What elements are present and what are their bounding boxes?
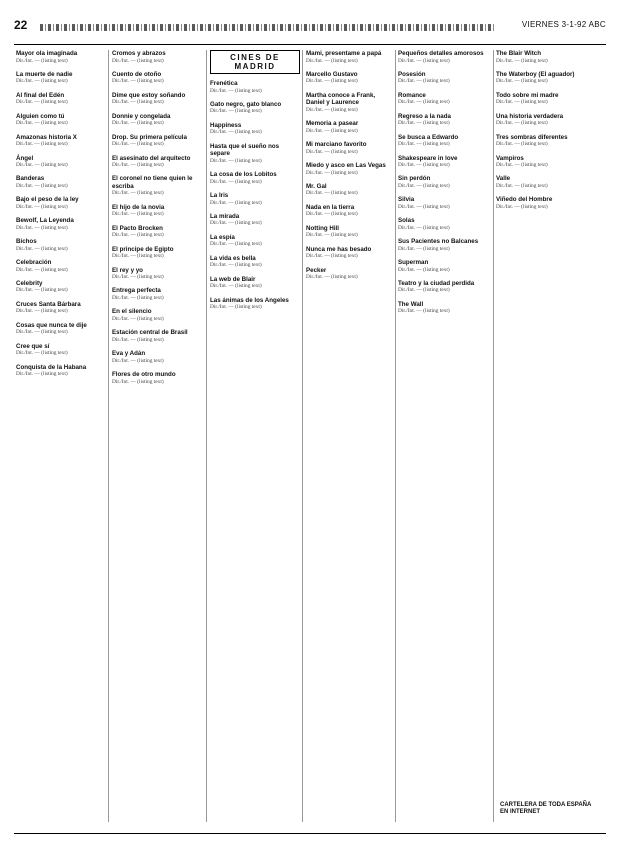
listing-title: The Wall xyxy=(398,300,424,308)
listing-body: Dir./Int. — (listing text) xyxy=(112,120,164,127)
listing-entry xyxy=(210,213,300,227)
listing-body: Dir./Int. — (listing text) xyxy=(112,294,164,301)
listing-entry xyxy=(16,238,106,252)
listing-title: Una historia verdadera xyxy=(496,112,564,120)
listing-entry xyxy=(306,225,392,239)
listing-entry xyxy=(16,343,106,357)
listing-body: Dir./Int. — (listing text) xyxy=(306,211,358,218)
listing-entry xyxy=(16,113,106,127)
listing-title: Superman xyxy=(398,259,429,267)
header-rule xyxy=(14,44,606,45)
listing-entry xyxy=(398,217,490,231)
listing-title: Flores de otro mundo xyxy=(112,371,176,379)
listing-title: Posesión xyxy=(398,70,426,78)
listing-title: Romance xyxy=(398,91,426,99)
listing-body: Dir./Int. — (listing text) xyxy=(306,106,358,113)
listing-body: Dir./Int. — (listing text) xyxy=(210,157,262,164)
listing-title: Mayor ola imaginada xyxy=(16,50,78,57)
listing-title: La vida es bella xyxy=(210,254,256,262)
listing-entry xyxy=(398,175,490,189)
listing-body: Dir./Int. — (listing text) xyxy=(16,245,68,252)
listing-entry xyxy=(398,280,490,294)
listing-title: Las ánimas de los Angeles xyxy=(210,296,289,304)
listing-body: Dir./Int. — (listing text) xyxy=(496,99,548,106)
listing-title: The Blair Witch xyxy=(496,50,541,57)
listing-entry xyxy=(112,175,202,196)
listing-title: Mr. Gal xyxy=(306,182,327,190)
listing-title: Mami, presentame a papá xyxy=(306,50,382,57)
listing-entry xyxy=(398,238,490,252)
listing-body: Dir./Int. — (listing text) xyxy=(112,162,164,169)
listing-entry xyxy=(210,276,300,290)
listing-entry xyxy=(398,134,490,148)
listing-body: Dir./Int. — (listing text) xyxy=(306,169,358,176)
listing-entry xyxy=(496,155,600,169)
listing-body: Dir./Int. — (listing text) xyxy=(210,304,262,311)
listing-body: Dir./Int. — (listing text) xyxy=(210,108,262,115)
listing-title: La muerte de nadie xyxy=(16,70,73,78)
listing-entry xyxy=(496,50,600,64)
listing-body: Dir./Int. — (listing text) xyxy=(16,371,68,378)
listing-body: Dir./Int. — (listing text) xyxy=(398,78,450,85)
listing-body: Dir./Int. — (listing text) xyxy=(496,57,548,64)
listing-entry xyxy=(16,364,106,378)
listing-body: Dir./Int. — (listing text) xyxy=(306,57,358,64)
listing-title: Celebración xyxy=(16,259,52,267)
listing-title: El coronel no tiene quien le escriba xyxy=(112,175,193,190)
listing-entry xyxy=(398,155,490,169)
listing-title: Donnie y congelada xyxy=(112,112,171,120)
listing-title: Drop. Su primera película xyxy=(112,133,187,141)
listing-body: Dir./Int. — (listing text) xyxy=(16,162,68,169)
listing-title: The Waterboy (El aguador) xyxy=(496,70,575,78)
listing-body: Dir./Int. — (listing text) xyxy=(112,99,164,106)
listing-entry xyxy=(210,171,300,185)
listing-entry xyxy=(210,122,300,136)
listing-title: Vampiros xyxy=(496,154,524,162)
listing-title: Shakespeare in love xyxy=(398,154,458,162)
listing-body: Dir./Int. — (listing text) xyxy=(496,162,548,169)
listing-entry xyxy=(112,113,202,127)
listing-entry xyxy=(112,308,202,322)
listing-body: Dir./Int. — (listing text) xyxy=(398,120,450,127)
listing-column xyxy=(112,50,202,822)
listing-title: Cruces Santa Bárbara xyxy=(16,300,81,308)
listing-body: Dir./Int. — (listing text) xyxy=(210,262,262,269)
listing-title: La espía xyxy=(210,233,235,241)
listing-entry xyxy=(306,246,392,260)
page-header xyxy=(14,18,606,44)
listing-entry xyxy=(16,196,106,210)
listing-body: Dir./Int. — (listing text) xyxy=(398,245,450,252)
listing-body: Dir./Int. — (listing text) xyxy=(16,350,68,357)
listing-title: Dime que estoy soñando xyxy=(112,91,186,99)
listing-body: Dir./Int. — (listing text) xyxy=(112,211,164,218)
listing-title: Conquista de la Habana xyxy=(16,363,87,371)
listing-body: Dir./Int. — (listing text) xyxy=(496,203,548,210)
listing-entry xyxy=(16,134,106,148)
listing-body: Dir./Int. — (listing text) xyxy=(112,315,164,322)
listing-title: La Iris xyxy=(210,192,229,200)
listing-title: Frenética xyxy=(210,80,238,87)
listing-entry xyxy=(398,113,490,127)
listing-body: Dir./Int. — (listing text) xyxy=(398,224,450,231)
listing-entry xyxy=(496,71,600,85)
listing-entry xyxy=(306,204,392,218)
listing-entry xyxy=(16,217,106,231)
listing-title: Todo sobre mi madre xyxy=(496,91,559,99)
listing-body: Dir./Int. — (listing text) xyxy=(210,220,262,227)
listing-body: Dir./Int. — (listing text) xyxy=(210,129,262,136)
listing-title: Bewolf, La Leyenda xyxy=(16,217,74,225)
listing-entry xyxy=(16,175,106,189)
listing-body: Dir./Int. — (listing text) xyxy=(112,232,164,239)
listing-entry xyxy=(306,50,392,64)
listing-entry xyxy=(112,267,202,281)
listing-entry xyxy=(398,301,490,315)
listing-body: Dir./Int. — (listing text) xyxy=(306,148,358,155)
listing-title: Marcello Gustavo xyxy=(306,70,358,78)
listing-body: Dir./Int. — (listing text) xyxy=(398,287,450,294)
listing-body: Dir./Int. — (listing text) xyxy=(16,329,68,336)
listing-body: Dir./Int. — (listing text) xyxy=(306,78,358,85)
page-number: 22 xyxy=(14,18,28,32)
listing-body: Dir./Int. — (listing text) xyxy=(398,57,450,64)
column-divider xyxy=(493,50,494,822)
listing-entry xyxy=(398,259,490,273)
listing-entry xyxy=(112,329,202,343)
listing-body: Dir./Int. — (listing text) xyxy=(398,182,450,189)
listing-entry xyxy=(112,71,202,85)
listing-entry xyxy=(398,92,490,106)
listing-column xyxy=(210,50,300,822)
listing-title: Cree que sí xyxy=(16,342,50,350)
listing-title: El principe de Egipto xyxy=(112,245,174,253)
listing-title: El rey y yo xyxy=(112,266,143,274)
listing-title: Eva y Adán xyxy=(112,350,146,358)
listing-body: Dir./Int. — (listing text) xyxy=(16,78,68,85)
column-divider xyxy=(108,50,109,822)
listing-body: Dir./Int. — (listing text) xyxy=(112,378,164,385)
listing-column xyxy=(398,50,490,822)
listing-entry xyxy=(210,143,300,164)
listing-entry xyxy=(306,183,392,197)
listing-entry xyxy=(210,192,300,206)
listing-column xyxy=(496,50,600,822)
listing-title: El hijo de la novia xyxy=(112,203,165,211)
listing-title: Martha conoce a Frank, Daniel y Laurence xyxy=(306,91,376,107)
listing-entry xyxy=(306,120,392,134)
listing-body: Dir./Int. — (listing text) xyxy=(16,141,68,148)
listing-column xyxy=(306,50,392,822)
date-line: VIERNES 3-1-92 ABC xyxy=(521,20,606,29)
listing-entry xyxy=(496,175,600,189)
listing-entry xyxy=(16,301,106,315)
listing-title: Sus Pacientes no Balcanes xyxy=(398,238,479,246)
listing-title: Cromos y abrazos xyxy=(112,50,166,57)
listing-entry xyxy=(112,246,202,260)
listing-body: Dir./Int. — (listing text) xyxy=(112,190,164,197)
listing-entry xyxy=(496,134,600,148)
listing-entry xyxy=(398,50,490,64)
listing-title: Hasta que el sueño nos separe xyxy=(210,142,280,158)
listing-body: Dir./Int. — (listing text) xyxy=(496,141,548,148)
listing-entry xyxy=(112,50,202,64)
listing-body: Dir./Int. — (listing text) xyxy=(398,308,450,315)
listing-title: Pequeños detalles amorosos xyxy=(398,50,484,57)
listing-title: Gato negro, gato blanco xyxy=(210,100,282,108)
listing-body: Dir./Int. — (listing text) xyxy=(16,287,68,294)
listing-title: En el silencio xyxy=(112,308,152,316)
listing-title: Valle xyxy=(496,175,511,183)
listing-body: Dir./Int. — (listing text) xyxy=(112,253,164,260)
listing-entry xyxy=(16,92,106,106)
listing-entry xyxy=(16,50,106,64)
listing-body: Dir./Int. — (listing text) xyxy=(16,203,68,210)
listing-body: Dir./Int. — (listing text) xyxy=(210,283,262,290)
listing-entry xyxy=(16,259,106,273)
listing-body: Dir./Int. — (listing text) xyxy=(16,266,68,273)
listing-body: Dir./Int. — (listing text) xyxy=(112,357,164,364)
listing-title: Miedo y asco en Las Vegas xyxy=(306,162,386,170)
listing-entry xyxy=(16,322,106,336)
listing-entry xyxy=(210,80,300,94)
listing-body: Dir./Int. — (listing text) xyxy=(306,190,358,197)
listing-title: Estación central de Brasil xyxy=(112,329,188,337)
listing-title: Bajo el peso de la ley xyxy=(16,196,79,204)
listing-entry xyxy=(16,155,106,169)
listing-title: Memoria a pasear xyxy=(306,120,359,128)
listing-entry xyxy=(306,92,392,113)
listing-body: Dir./Int. — (listing text) xyxy=(496,182,548,189)
listing-title: Celebrity xyxy=(16,279,43,287)
listing-title: Silvia xyxy=(398,196,415,204)
listing-title: Mi marciano favorito xyxy=(306,141,367,149)
listing-title: Cosas que nunca te dije xyxy=(16,321,87,329)
decorative-band xyxy=(40,24,496,31)
listing-body: Dir./Int. — (listing text) xyxy=(210,199,262,206)
listing-title: Se busca a Edwardo xyxy=(398,133,459,141)
listing-body: Dir./Int. — (listing text) xyxy=(496,120,548,127)
listing-entry xyxy=(16,71,106,85)
listing-body: Dir./Int. — (listing text) xyxy=(210,241,262,248)
listing-entry xyxy=(112,155,202,169)
listing-entry xyxy=(112,92,202,106)
column-divider xyxy=(206,50,207,822)
listing-body: Dir./Int. — (listing text) xyxy=(398,266,450,273)
listing-entry xyxy=(112,371,202,385)
listing-body: Dir./Int. — (listing text) xyxy=(16,57,68,64)
listing-title: Sin perdón xyxy=(398,175,431,183)
listing-title: Regreso a la nada xyxy=(398,112,451,120)
listing-body: Dir./Int. — (listing text) xyxy=(306,253,358,260)
listing-entry xyxy=(112,225,202,239)
listing-entry xyxy=(112,204,202,218)
listing-entry xyxy=(306,162,392,176)
listing-body: Dir./Int. — (listing text) xyxy=(398,141,450,148)
listing-title: Cuento de otoño xyxy=(112,70,162,78)
listing-body: Dir./Int. — (listing text) xyxy=(210,87,262,94)
listing-body: Dir./Int. — (listing text) xyxy=(496,78,548,85)
footer-note: CARTELERA DE TODA ESPAÑA EN INTERNET xyxy=(500,802,592,815)
listing-title: Viñedo del Hombre xyxy=(496,196,553,204)
listing-body: Dir./Int. — (listing text) xyxy=(16,308,68,315)
listing-body: Dir./Int. — (listing text) xyxy=(112,336,164,343)
listing-entry xyxy=(112,287,202,301)
listing-entry xyxy=(112,134,202,148)
listing-entry xyxy=(306,267,392,281)
listing-title: Ángel xyxy=(16,154,34,162)
listing-entry xyxy=(306,71,392,85)
listing-body: Dir./Int. — (listing text) xyxy=(306,274,358,281)
listing-body: Dir./Int. — (listing text) xyxy=(306,127,358,134)
listing-title: Banderas xyxy=(16,175,45,183)
listing-entry xyxy=(210,234,300,248)
listing-entry xyxy=(496,92,600,106)
listing-body: Dir./Int. — (listing text) xyxy=(112,141,164,148)
listing-body: Dir./Int. — (listing text) xyxy=(112,57,164,64)
listing-title: Entrega perfecta xyxy=(112,287,161,295)
listing-entry xyxy=(210,255,300,269)
listing-title: El asesinato del arquitecto xyxy=(112,154,191,162)
listing-body: Dir./Int. — (listing text) xyxy=(398,99,450,106)
listing-title: Teatro y la ciudad perdida xyxy=(398,279,475,287)
footer-rule xyxy=(14,833,606,834)
listing-title: Nunca me has besado xyxy=(306,245,372,253)
listing-entry xyxy=(398,196,490,210)
listing-body: Dir./Int. — (listing text) xyxy=(398,203,450,210)
listing-title: Solas xyxy=(398,217,415,225)
listing-title: Bichos xyxy=(16,238,37,246)
listing-title: Notting Hill xyxy=(306,224,339,232)
column-divider xyxy=(395,50,396,822)
listing-body: Dir./Int. — (listing text) xyxy=(112,78,164,85)
listing-entry xyxy=(210,101,300,115)
listing-entry xyxy=(496,196,600,210)
listing-body: Dir./Int. — (listing text) xyxy=(16,99,68,106)
listing-column xyxy=(16,50,106,822)
listing-title: Tres sombras diferentes xyxy=(496,133,568,141)
listing-title: Pecker xyxy=(306,266,327,274)
listing-entry xyxy=(306,141,392,155)
listing-entry xyxy=(210,297,300,311)
listing-body: Dir./Int. — (listing text) xyxy=(398,162,450,169)
listing-body: Dir./Int. — (listing text) xyxy=(112,274,164,281)
section-title: CINES DE MADRID xyxy=(210,50,300,74)
listing-title: Alguien como tú xyxy=(16,112,65,120)
listing-title: La cosa de los Lobitos xyxy=(210,171,277,179)
listing-entry xyxy=(112,350,202,364)
listing-entry xyxy=(398,71,490,85)
column-divider xyxy=(302,50,303,822)
listing-body: Dir./Int. — (listing text) xyxy=(16,182,68,189)
listing-body: Dir./Int. — (listing text) xyxy=(16,224,68,231)
listing-body: Dir./Int. — (listing text) xyxy=(16,120,68,127)
listing-title: Amazonas historia X xyxy=(16,133,77,141)
listing-body: Dir./Int. — (listing text) xyxy=(306,232,358,239)
listing-title: El Pacto Brocken xyxy=(112,224,163,232)
listing-entry xyxy=(496,113,600,127)
listing-title: Nada en la tierra xyxy=(306,203,355,211)
listing-body: Dir./Int. — (listing text) xyxy=(210,178,262,185)
listing-title: Happiness xyxy=(210,121,242,129)
listing-title: Al final del Edén xyxy=(16,91,65,99)
listing-entry xyxy=(16,280,106,294)
listing-title: La web de Blair xyxy=(210,275,256,283)
listing-title: La mirada xyxy=(210,212,240,220)
